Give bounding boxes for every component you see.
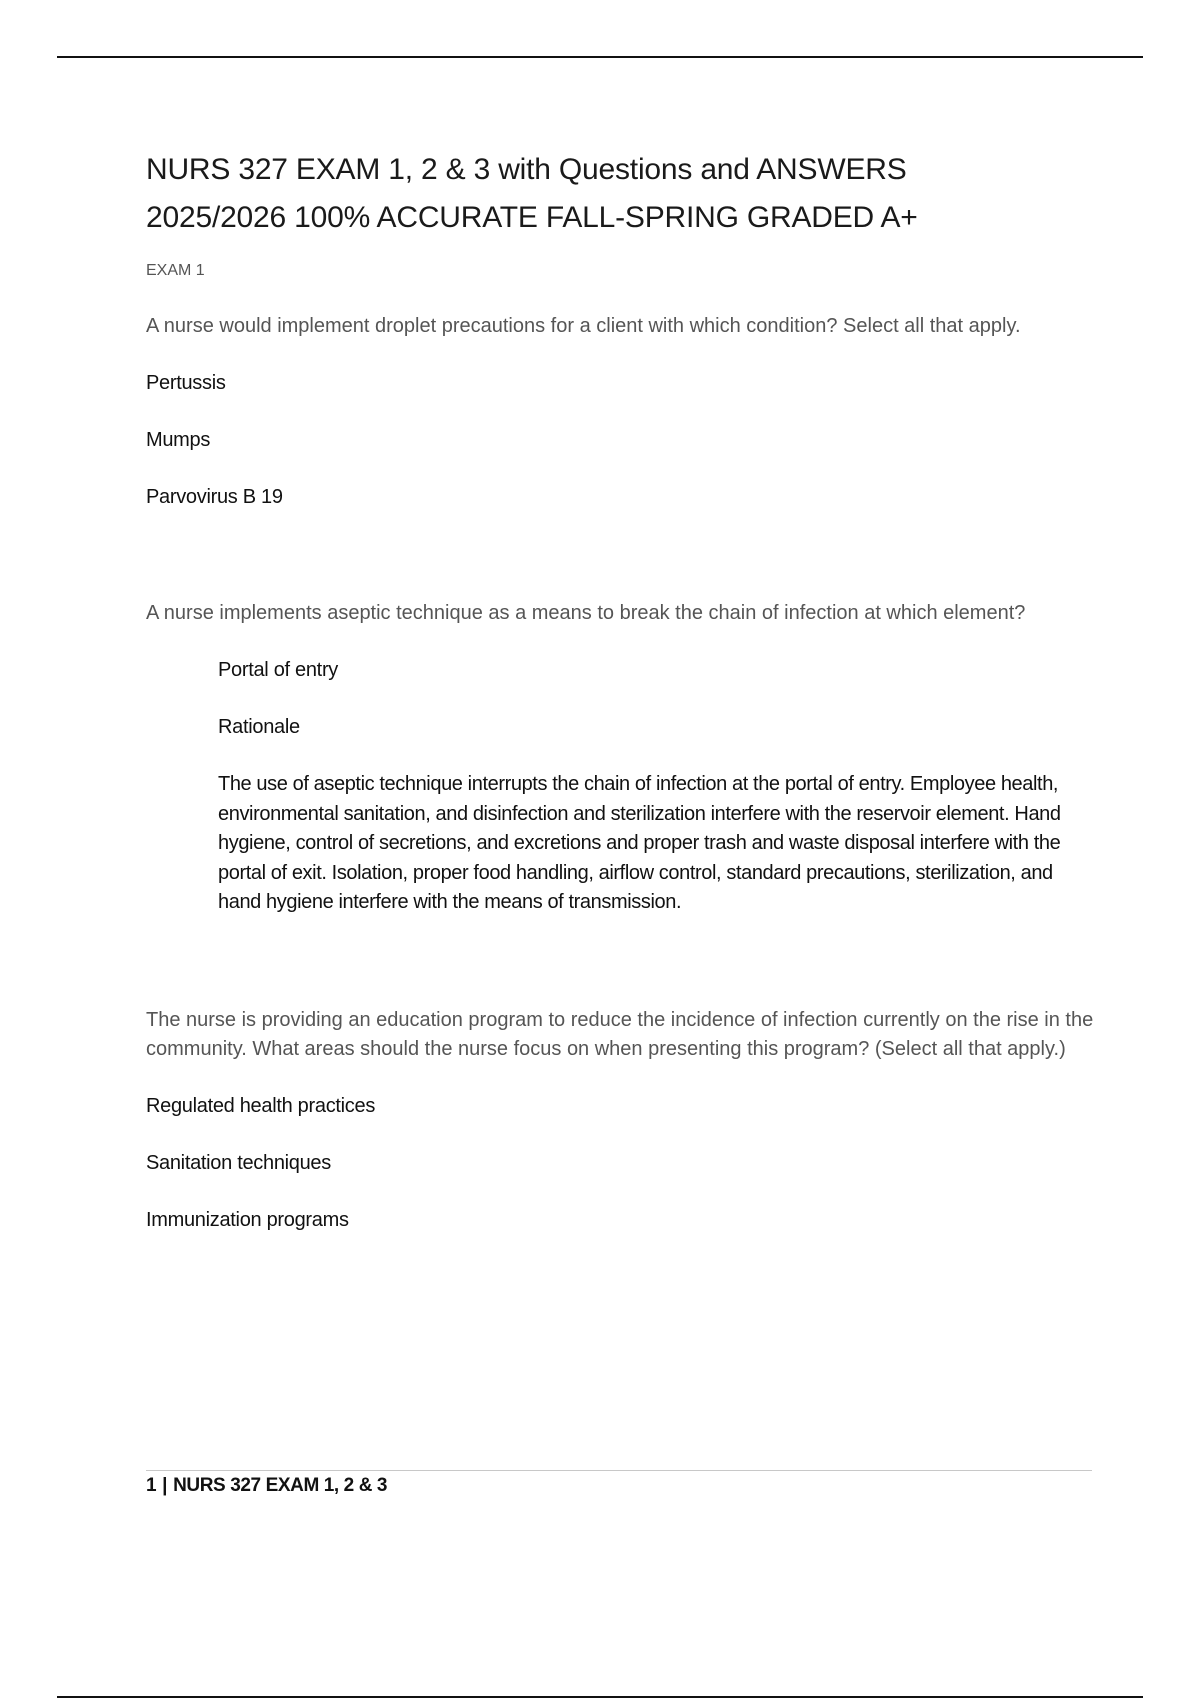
answer-block [146,656,1096,918]
answer-item: Immunization programs [146,1208,349,1231]
question-text: A nurse would implement droplet precautions for a client with which condition? Select all that apply. [146,315,1021,337]
answer-item: Portal of entry [218,659,339,681]
answer-item: Sanitation techniques [146,1151,331,1174]
answer-item: Pertussis [146,372,226,394]
header-rule [57,56,1143,58]
document-title [146,146,1096,242]
rationale-text: The use of aseptic technique interrupts the chain of infection at the portal of entry. Employee health, environmental sanitation, and disinfection and sterilization interfere with the reservoir element. Hand hygiene, control of secretions, and excretions and proper trash and waste disposal interfere with the portal of exit. Isolation, proper food handling, airflow control, standard precautions, sterilization, and hand hygiene interfere with the means of transmission. [218,773,1061,913]
footer-text: NURS 327 EXAM 1, 2 & 3 [173,1475,388,1496]
bottom-rule [57,1696,1143,1698]
footer-rule [146,1470,1092,1471]
question-text: A nurse implements aseptic technique as a means to break the chain of infection at which element? [146,602,1026,624]
answer-item: Regulated health practices [146,1094,376,1117]
document-body [146,146,1096,1235]
title-line-1: NURS 327 EXAM 1, 2 & 3 with Questions and ANSWERS [146,153,907,186]
answer-item: Mumps [146,429,211,451]
section-label: EXAM 1 [146,262,205,279]
title-line-2: 2025/2026 100% ACCURATE FALL-SPRING GRADED A+ [146,201,918,234]
footer-separator: | [162,1475,168,1496]
page-number: 1 [146,1475,157,1496]
question-text: The nurse is providing an education program to reduce the incidence of infection currently on the rise in the community. What areas should the nurse focus on when presenting this program? (Select all that apply.) [146,1008,1094,1060]
answer-item: Parvovirus B 19 [146,486,283,508]
rationale-label: Rationale [218,716,300,738]
page-footer [146,1475,387,1497]
